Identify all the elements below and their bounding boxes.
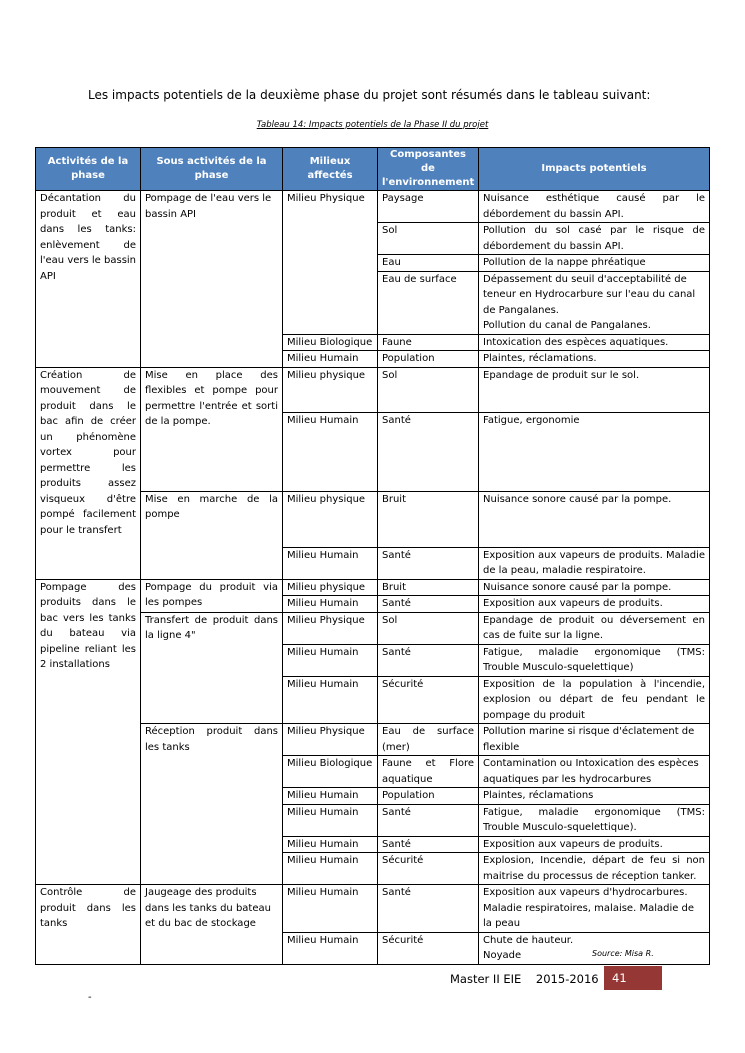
cell-sous-activite: Pompage du produit via les pompes bbox=[141, 579, 283, 612]
header-milieux: Milieux affectés bbox=[283, 148, 378, 191]
cell-impact: Pollution du sol casé par le risque de débordement du bassin API. bbox=[479, 223, 710, 255]
cell-impact: Plaintes, réclamations. bbox=[479, 351, 710, 368]
cell-milieu: Milieu Humain bbox=[283, 836, 378, 853]
cell-impact: Epandage de produit ou déversement en cas de fuite sur la ligne. bbox=[479, 612, 710, 644]
intro-paragraph: Les impacts potentiels de la deuxième phase du projet sont résumés dans le tableau suivant: bbox=[88, 88, 651, 102]
footer-years: 2015-2016 bbox=[535, 972, 599, 986]
cell-impact: Exposition de la population à l'incendie, explosion ou départ de feu pendant le pompage du produit bbox=[479, 676, 710, 724]
cell-composante: Population bbox=[378, 351, 479, 368]
cell-sous-activite: Réception produit dans les tanks bbox=[141, 724, 283, 885]
cell-composante: Santé bbox=[378, 412, 479, 491]
header-sous-activites: Sous activités de la phase bbox=[141, 148, 283, 191]
cell-composante: Santé bbox=[378, 836, 479, 853]
cell-composante: Santé bbox=[378, 547, 479, 579]
impact-line: Pollution du canal de Pangalanes. bbox=[483, 320, 651, 331]
cell-activite: Pompage des produits dans le bac vers les tanks du bateau via pipeline reliant les 2 installations bbox=[36, 579, 141, 885]
cell-impact bbox=[479, 271, 710, 334]
cell-milieu: Milieu Humain bbox=[283, 885, 378, 933]
page-number-badge: 41 bbox=[604, 966, 662, 990]
cell-milieu: Milieu Humain bbox=[283, 412, 378, 491]
cell-milieu: Milieu Humain bbox=[283, 932, 378, 964]
cell-activite: Contrôle de produit dans les tanks bbox=[36, 885, 141, 965]
cell-milieu: Milieu Physique bbox=[283, 612, 378, 644]
cell-sous-activite: Mise en place des flexibles et pompe pour permettre l'entrée et sorti de la pompe. bbox=[141, 367, 283, 491]
cell-composante: Santé bbox=[378, 644, 479, 676]
impact-line: Chute de hauteur. bbox=[483, 934, 574, 946]
cell-composante: Bruit bbox=[378, 579, 479, 596]
cell-milieu: Milieu Humain bbox=[283, 644, 378, 676]
cell-composante: Eau de surface bbox=[378, 271, 479, 334]
cell-milieu: Milieu Humain bbox=[283, 596, 378, 613]
cell-impact: Nuisance sonore causé par la pompe. bbox=[479, 491, 710, 547]
table-row bbox=[36, 367, 710, 412]
cell-milieu: Milieu physique bbox=[283, 491, 378, 547]
cell-impact: Contamination ou Intoxication des espèces aquatiques par les hydrocarbures bbox=[479, 756, 710, 788]
header-activites: Activités de la phase bbox=[36, 148, 141, 191]
table-row bbox=[36, 579, 710, 596]
cell-milieu: Milieu Humain bbox=[283, 788, 378, 805]
cell-sous-activite: Pompage de l'eau vers le bassin API bbox=[141, 191, 283, 368]
cell-milieu: Milieu Humain bbox=[283, 547, 378, 579]
cell-sous-activite: Mise en marche de la pompe bbox=[141, 491, 283, 579]
impact-line: Dépassement du seuil d'acceptabilité de teneur en Hydrocarbure sur l'eau du canal de Pangalanes. bbox=[483, 273, 696, 316]
cell-impact: Fatigue, maladie ergonomique (TMS: Trouble Musculo-squelettique). bbox=[479, 804, 710, 836]
cell-milieu: Milieu physique bbox=[283, 579, 378, 596]
cell-activite: Décantation du produit et eau dans les tanks: enlèvement de l'eau vers le bassin API bbox=[36, 191, 141, 368]
table-header-row bbox=[36, 148, 710, 191]
cell-impact: Fatigue, ergonomie bbox=[479, 412, 710, 491]
cell-impact: Plaintes, réclamations bbox=[479, 788, 710, 805]
cell-impact: Nuisance esthétique causé par le débordement du bassin API. bbox=[479, 191, 710, 223]
table-row bbox=[36, 885, 710, 933]
cell-milieu: Milieu physique bbox=[283, 367, 378, 412]
cell-composante: Sécurité bbox=[378, 676, 479, 724]
cell-impact bbox=[479, 932, 710, 964]
cell-impact: Nuisance sonore causé par la pompe. bbox=[479, 579, 710, 596]
cell-milieu: Milieu Humain bbox=[283, 676, 378, 724]
cell-composante: Sol bbox=[378, 367, 479, 412]
cell-composante: Eau de surface (mer) bbox=[378, 724, 479, 756]
cell-composante: Eau bbox=[378, 255, 479, 272]
table-row bbox=[36, 191, 710, 223]
table-source: Source: Misa R. bbox=[592, 949, 654, 958]
cell-milieu: Milieu Humain bbox=[283, 351, 378, 368]
impacts-table bbox=[35, 147, 710, 965]
cell-milieu: Milieu Humain bbox=[283, 853, 378, 885]
cell-milieu: Milieu Physique bbox=[283, 724, 378, 756]
footer-label bbox=[450, 972, 599, 986]
header-impacts: Impacts potentiels bbox=[479, 148, 710, 191]
cell-impact: Epandage de produit sur le sol. bbox=[479, 367, 710, 412]
cell-milieu: Milieu Biologique bbox=[283, 334, 378, 351]
cell-impact: Exposition aux vapeurs de produits. bbox=[479, 836, 710, 853]
cell-sous-activite: Transfert de produit dans la ligne 4" bbox=[141, 612, 283, 724]
cell-impact: Exposition aux vapeurs d'hydrocarbures. Maladie respiratoires, malaise. Maladie de la peau bbox=[479, 885, 710, 933]
table-caption: Tableau 14: Impacts potentiels de la Phase II du projet bbox=[256, 120, 489, 130]
cell-sous-activite: Jaugeage des produits dans les tanks du bateau et du bac de stockage bbox=[141, 885, 283, 965]
impact-line: Noyade bbox=[483, 950, 522, 961]
cell-impact: Fatigue, maladie ergonomique (TMS: Trouble Musculo-squelettique) bbox=[479, 644, 710, 676]
cell-impact: Pollution marine si risque d'éclatement de flexible bbox=[479, 724, 710, 756]
cell-composante: Sécurité bbox=[378, 853, 479, 885]
cell-impact: Explosion, Incendie, départ de feu si non maitrise du processus de réception tanker. bbox=[479, 853, 710, 885]
cell-impact: Exposition aux vapeurs de produits. Maladie de la peau, maladie respiratoire. bbox=[479, 547, 710, 579]
cell-activite: Création de mouvement de produit dans le bac afin de créer un phénomène vortex pour permettre les produits assez visqueux d'être pompé facilement pour le transfert bbox=[36, 367, 141, 579]
cell-composante: Santé bbox=[378, 885, 479, 933]
cell-impact: Pollution de la nappe phréatique bbox=[479, 255, 710, 272]
cell-milieu: Milieu Humain bbox=[283, 804, 378, 836]
cell-impact: Exposition aux vapeurs de produits. bbox=[479, 596, 710, 613]
cell-composante: Faune et Flore aquatique bbox=[378, 756, 479, 788]
footer-program: Master II EIE bbox=[450, 972, 522, 986]
cell-composante: Sol bbox=[378, 612, 479, 644]
cell-impact: Intoxication des espèces aquatiques. bbox=[479, 334, 710, 351]
footer-dash: - bbox=[88, 992, 92, 1003]
cell-composante: Bruit bbox=[378, 491, 479, 547]
cell-milieu: Milieu Physique bbox=[283, 191, 378, 335]
cell-composante: Santé bbox=[378, 804, 479, 836]
cell-composante: Population bbox=[378, 788, 479, 805]
cell-composante: Faune bbox=[378, 334, 479, 351]
footer-divider bbox=[81, 964, 663, 965]
cell-composante: Paysage bbox=[378, 191, 479, 223]
cell-milieu: Milieu Biologique bbox=[283, 756, 378, 788]
cell-composante: Sécurité bbox=[378, 932, 479, 964]
cell-composante: Santé bbox=[378, 596, 479, 613]
header-composantes: Composantes de l'environnement bbox=[378, 148, 479, 191]
cell-composante: Sol bbox=[378, 223, 479, 255]
